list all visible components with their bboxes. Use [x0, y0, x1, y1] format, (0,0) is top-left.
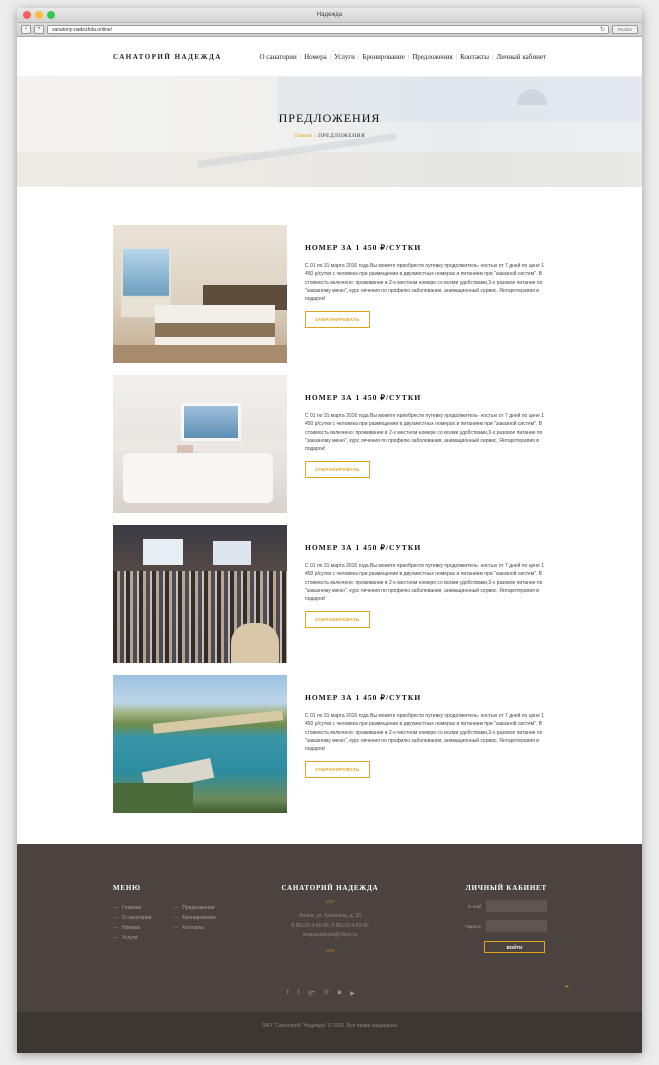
login-form: [457, 884, 547, 953]
footer-menu-title: МЕНЮ: [113, 884, 141, 892]
login-button[interactable]: ВОЙТИ: [484, 941, 545, 953]
footer-contacts: [262, 884, 398, 961]
footer-link-offers[interactable]: — Предложения: [173, 903, 216, 913]
offer-image-conference-hall[interactable]: [113, 525, 287, 663]
book-button[interactable]: ЗАБРОНИРОВАТЬ: [305, 761, 370, 778]
breadcrumb: [17, 133, 642, 139]
nav-rooms[interactable]: Номера: [304, 52, 327, 61]
offer-image-beach-aerial[interactable]: [113, 675, 287, 813]
back-button[interactable]: ‹: [21, 25, 31, 34]
url-text: sanatoriy-nadezhda.online/: [52, 27, 113, 33]
zoom-window-button[interactable]: [47, 11, 55, 19]
facebook-icon[interactable]: f: [287, 990, 289, 996]
site-footer: [17, 844, 642, 1012]
book-button[interactable]: ЗАБРОНИРОВАТЬ: [305, 461, 370, 478]
site-header: [17, 37, 642, 77]
email-label: E-mail: [468, 903, 481, 909]
offer-item: [113, 675, 642, 825]
google-plus-icon[interactable]: g+: [308, 990, 316, 996]
address-bar[interactable]: [47, 25, 609, 34]
footer-address: Анапа, ул. Калинина, д. 30: [299, 913, 361, 919]
main-nav: О санатории | Номера | Услуги | Бронирование | Предложения | Контакты | Личный кабинет: [259, 52, 546, 61]
youtube-icon[interactable]: ▶: [350, 991, 355, 997]
copyright: ЗАО "Санаторий "Надежда" © 2015. Все права защищены: [17, 1012, 642, 1053]
nav-about[interactable]: О санатории: [259, 52, 297, 61]
password-label: Пароль: [465, 923, 481, 929]
footer-link-services[interactable]: — Услуги: [113, 933, 151, 943]
close-window-button[interactable]: [23, 11, 31, 19]
offer-item: [113, 525, 642, 675]
reload-icon[interactable]: ↻: [599, 27, 605, 33]
twitter-icon[interactable]: t: [297, 990, 300, 996]
offer-description: С 01 по 31 марта 2016 года Вы можете приобрести путевку продолжитель- ностью от 7 дней по цене 1 450 р/сутки с человека при размещении в двухместных номерах и питанием при "заказной систем". В стоимость включено: проживание в 2-х местном номере со всеми удобствами,3-х разовое питание по "заказному меню", курс лечения по профилю заболевания, анимационный сервис, Янтаротерапия в подарок!: [305, 563, 545, 603]
offer-image-white-bedroom[interactable]: [113, 375, 287, 513]
offer-description: С 01 по 31 марта 2016 года Вы можете приобрести путевку продолжитель- ностью от 7 дней по цене 1 450 р/сутки с человека при размещении в двухместных номерах и питанием при "заказной систем". В стоимость включено: проживание в 2-х местном номере со всеми удобствами,3-х разовое питание по "заказному меню", курс лечения по профилю заболевания, анимационный сервис, Янтаротерапия в подарок!: [305, 413, 545, 453]
new-tab-button[interactable]: +: [34, 25, 44, 34]
password-field[interactable]: [486, 920, 547, 932]
offer-title[interactable]: НОМЕР ЗА 1 450 ₽/СУТКИ: [305, 393, 422, 402]
browser-window: [17, 8, 642, 1053]
footer-link-about[interactable]: — О санатории: [113, 913, 151, 923]
nav-contacts[interactable]: Контакты: [460, 52, 489, 61]
wave-divider-icon: 〰: [325, 945, 335, 956]
book-button[interactable]: ЗАБРОНИРОВАТЬ: [305, 311, 370, 328]
footer-email[interactable]: anapanadejda@inbox.ru: [302, 932, 358, 938]
cabinet-title: ЛИЧНЫЙ КАБИНЕТ: [465, 884, 547, 892]
offer-description: С 01 по 31 марта 2016 года Вы можете приобрести путевку продолжитель- ностью от 7 дней по цене 1 450 р/сутки с человека при размещении в двухместных номерах и питанием при "заказной систем". В стоимость включено: проживание в 2-х местном номере со всеми удобствами,3-х разовое питание по "заказному меню", курс лечения по профилю заболевания, анимационный сервис, Янтаротерапия в подарок!: [305, 713, 545, 753]
footer-link-home[interactable]: — Главная: [113, 903, 151, 913]
offer-description: С 01 по 31 марта 2016 года Вы можете приобрести путевку продолжитель- ностью от 7 дней по цене 1 450 р/сутки с человека при размещении в двухместных номерах и питанием при "заказной систем". В стоимость включено: проживание в 2-х местном номере со всеми удобствами,3-х разовое питание по "заказному меню", курс лечения по профилю заболевания, анимационный сервис, Янтаротерапия в подарок!: [305, 263, 545, 303]
reader-button[interactable]: Reader: [612, 25, 638, 34]
page-title: ПРЕДЛОЖЕНИЯ: [278, 111, 381, 125]
offer-item: [113, 375, 642, 525]
nav-services[interactable]: Услуги: [334, 52, 355, 61]
window-title: Надежда: [316, 12, 343, 18]
offers-list: [17, 187, 642, 825]
footer-link-rooms[interactable]: — Номера: [113, 923, 151, 933]
email-field[interactable]: [486, 900, 547, 912]
footer-menu: [113, 884, 216, 943]
footer-phones: 8-86133-4-60-96, 8-86133-4-63-86: [291, 922, 369, 929]
nav-cabinet[interactable]: Личный кабинет: [496, 52, 546, 61]
wave-divider-icon: 〰: [325, 897, 335, 907]
pinterest-icon[interactable]: ℗: [324, 990, 329, 996]
footer-link-booking[interactable]: — Бронирование: [173, 913, 216, 923]
book-button[interactable]: ЗАБРОНИРОВАТЬ: [305, 611, 370, 628]
title-bar: [17, 8, 642, 23]
breadcrumb-arrow-icon: ›: [314, 133, 317, 139]
minimize-window-button[interactable]: [35, 11, 43, 19]
offer-title[interactable]: НОМЕР ЗА 1 450 ₽/СУТКИ: [305, 543, 422, 552]
social-links: [287, 990, 355, 997]
breadcrumb-home[interactable]: Главная: [293, 133, 313, 139]
scroll-to-top-icon[interactable]: ⌃: [563, 984, 571, 994]
offer-title[interactable]: НОМЕР ЗА 1 450 ₽/СУТКИ: [305, 693, 422, 702]
browser-toolbar: [17, 23, 642, 37]
offer-image-hotel-room[interactable]: [113, 225, 287, 363]
offer-title[interactable]: НОМЕР ЗА 1 450 ₽/СУТКИ: [305, 243, 422, 252]
instagram-icon[interactable]: ◙: [337, 990, 342, 996]
site-logo[interactable]: САНАТОРИЙ НАДЕЖДА: [113, 52, 222, 61]
nav-booking[interactable]: Бронирование: [362, 52, 405, 61]
offer-item: [113, 225, 642, 375]
footer-center-title: САНАТОРИЙ НАДЕЖДА: [281, 884, 379, 892]
nav-offers[interactable]: Предложения: [412, 52, 453, 61]
page-hero: [17, 77, 642, 187]
footer-link-contacts[interactable]: — Контакты: [173, 923, 216, 933]
breadcrumb-current: ПРЕДЛОЖЕНИЯ: [318, 133, 366, 139]
